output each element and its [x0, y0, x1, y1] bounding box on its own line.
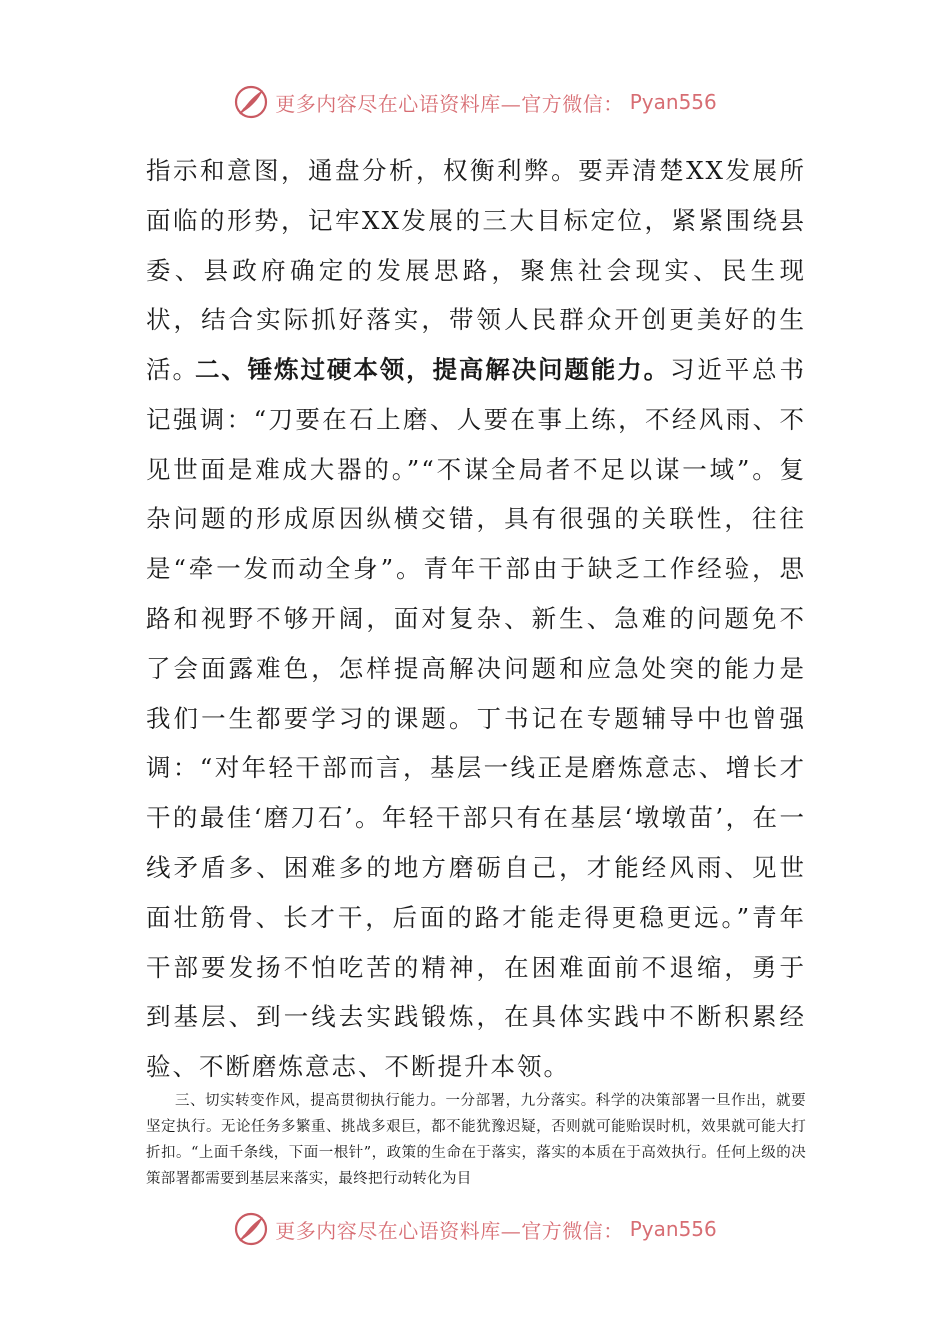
watermark-banner-top [0, 82, 950, 122]
watermark-wechat-id: Pyan556 [629, 90, 717, 114]
section-two-heading: 二、锤炼过硬本领，提高解决问题能力。 [195, 355, 670, 384]
quill-logo-icon [233, 84, 269, 120]
quill-logo-icon [233, 1211, 269, 1247]
section-three-text: 三、切实转变作风，提高贯彻执行能力。一分部署，九分落实。科学的决策部署一旦作出，就要坚定执行。无论任务多繁重、挑战多艰巨，都不能犹豫迟疑，否则就可能贻误时机，效果就可能大打折扣。“上面千条线，下面一根针”，政策的生命在于落实，落实的本质在于高效执行。任何上级的决策部署都需要到基层来落实，最终把行动转化为目 [146, 1093, 806, 1187]
section-two-body: 习近平总书记强调：“刀要在石上磨、人要在事上练，不经风雨、不见世面是难成大器的。”“不谋全局者不足以谋一域”。复杂问题的形成原因纵横交错，具有很强的关联性，往往是“牵一发而动全身”。青年干部由于缺乏工作经验，思路和视野不够开阔，面对复杂、新生、急难的问题免不了会面露难色，怎样提高解决问题和应急处突的能力是我们一生都要学习的课题。丁书记在专题辅导中也曾强调：“对年轻干部而言，基层一线正是磨炼意志、增长才干的最佳‘磨刀石’。年轻干部只有在基层‘墩墩苗’，在一线矛盾多、困难多的地方磨砺自己，才能经风雨、见世面壮筋骨、长才干，后面的路才能走得更稳更远。”青年干部要发扬不怕吃苦的精神，在困难面前不退缩，勇于到基层、到一线去实践锻炼，在具体实践中不断积累经验、不断磨炼意志、不断提升本领。 [146, 355, 806, 1082]
section-two [146, 345, 806, 1092]
watermark-wechat-id: Pyan556 [629, 1217, 717, 1241]
watermark-text: 更多内容尽在心语资料库—官方微信： [275, 1218, 624, 1243]
section-two-paragraph [146, 345, 806, 1092]
watermark-text: 更多内容尽在心语资料库—官方微信： [275, 91, 624, 116]
paragraph-text: 指示和意图，通盘分析，权衡利弊。要弄清楚XX发展所面临的形势，记牢XX发展的三大目标定位，紧紧围绕县委、县政府确定的发展思路，聚焦社会现实、民生现状，结合实际抓好落实，带领人民群众开创更美好的生活。 [146, 156, 806, 385]
watermark-banner-bottom [0, 1209, 950, 1249]
section-three [146, 1088, 806, 1192]
